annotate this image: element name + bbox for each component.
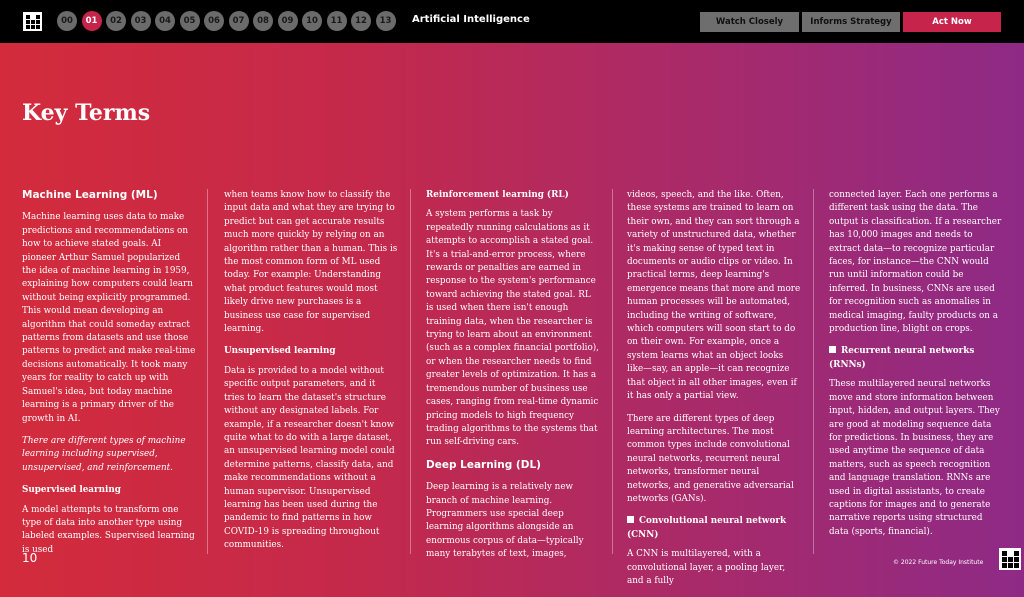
fti-footer-logo-icon <box>999 548 1021 570</box>
paragraph: Data is provided to a model without specific output parameters, and it tries to learn the dataset's structure without any designated labels. For example, if a researcher doesn't know quite what to do with a large dataset, an unsupervised learning model could determine patterns, classify data, and make recommendations without a human supervisor. Unsupervised learning has been used during the pandemic to find patterns in how COVID-19 is spreading throughout communities. <box>224 365 395 551</box>
heading-cnn-label: Convolutional neural network (CNN) <box>627 516 787 540</box>
square-bullet-icon <box>627 516 634 523</box>
heading-rnn-label: Recurrent neural networks (RNNs) <box>829 346 975 370</box>
chapter-button-07[interactable]: 07 <box>229 11 249 31</box>
tab-act-now[interactable]: Act Now <box>903 12 1001 32</box>
page-title: Key Terms <box>22 100 151 126</box>
column-4 <box>627 189 801 597</box>
heading-machine-learning: Machine Learning (ML) <box>22 189 158 201</box>
heading-rnn <box>829 345 1003 372</box>
chapter-button-03[interactable]: 03 <box>131 11 151 31</box>
fti-logo-icon[interactable] <box>23 12 42 31</box>
heading-unsupervised-learning: Unsupervised learning <box>224 346 336 357</box>
paragraph: These multilayered neural networks move and store information between input, hidden, and output layers. They are good at modeling sequence data for predictions. In business, they are used anytime the sequence of data matters, such as speech recognition and language translation. RNNs are used in digital assistants, to create captions for images and to generate narrative reports using structured data (sports, financial). <box>829 379 1000 537</box>
column-divider <box>612 189 613 554</box>
paragraph: A model attempts to transform one type of data into another type using labeled examples. Supervised learning is used <box>22 504 195 555</box>
chapter-navigation <box>57 11 396 31</box>
column-divider <box>410 189 411 554</box>
chapter-button-05[interactable]: 05 <box>180 11 200 31</box>
paragraph: videos, speech, and the like. Often, these systems are trained to learn on their own, and they can sort through a variety of unstructured data, whether it's making sense of typed text in documents or audio clips or video. In practical terms, deep learning's emergence means that more and more human processes will be automated, including the writing of software, which computers will soon start to do on their own. For example, once a system learns what an object looks like—say, an apple—it can recognize that object in all other images, even if it has only a partial view. <box>627 190 801 402</box>
square-bullet-icon <box>829 346 836 353</box>
column-2 <box>224 189 398 562</box>
section-title: Artificial Intelligence <box>412 14 530 25</box>
heading-deep-learning: Deep Learning (DL) <box>426 458 541 471</box>
paragraph: Machine learning uses data to make predictions and recommendations on how to achieve stated goals. AI pioneer Arthur Samuel popularized the idea of machine learning in 1959, explaining how computers could learn without being explicitly programmed. This would mean developing an algorithm that could someday extract patterns from datasets and use those patterns to predict and make real-time decisions automatically. It took many years for reality to catch up with Samuel's idea, but today machine learning is a primary driver of the growth in AI. <box>22 212 196 424</box>
chapter-button-04[interactable]: 04 <box>155 11 175 31</box>
chapter-button-02[interactable]: 02 <box>106 11 126 31</box>
heading-cnn <box>627 515 801 542</box>
heading-reinforcement-learning: Reinforcement learning (RL) <box>426 190 569 200</box>
chapter-button-13[interactable]: 13 <box>376 11 396 31</box>
paragraph: Deep learning is a relatively new branch of machine learning. Programmers use special deep learning algorithms alongside an enormous corpus of data—typically many terabytes of text, images, <box>426 482 584 560</box>
chapter-button-08[interactable]: 08 <box>253 11 273 31</box>
chapter-button-00[interactable]: 00 <box>57 11 77 31</box>
column-5 <box>829 189 1003 548</box>
paragraph: A CNN is multilayered, with a convolutional layer, a pooling layer, and a fully <box>627 549 786 586</box>
paragraph: A system performs a task by repeatedly running calculations as it attempts to accomplish a stated goal. It's a trial-and-error process, where rewards or penalties are earned in response to the system's performance toward achieving the stated goal. RL is used when there isn't enough training data, when the researcher is trying to learn about an environment (such as a complex financial portfolio), or when the researcher needs to find greater levels of optimization. It has a tremendous number of business use cases, ranging from real-time dynamic pricing models to high frequency trading algorithms to the systems that run self-driving cars. <box>426 209 599 448</box>
chapter-button-01[interactable]: 01 <box>82 11 102 31</box>
paragraph-italic: There are different types of machine learning including supervised, unsupervised, and reinforcement. <box>22 435 186 473</box>
paragraph: when teams know how to classify the input data and what they are trying to predict but can get accurate results much more quickly by relying on an algorithm rather than a human. This is the most common form of ML used today. For example: Understanding what product features would most likely drive new purchases is a business use case for supervised learning. <box>224 190 398 335</box>
copyright-notice: © 2022 Future Today Institute <box>893 559 984 566</box>
paragraph: connected layer. Each one performs a different task using the data. The output is classification. If a researcher has 10,000 images and needs to extract data—to recognize particular faces, for instance—the CNN would run until information could be inferred. In business, CNNs are used for recognition such as anomalies in medical imaging, faulty products on a production line, blight on crops. <box>829 190 1002 335</box>
paragraph: There are different types of deep learning architectures. The most common types include convolutional neural networks, recurrent neural networks, transformer neural networks, and generative adversarial networks (GANs). <box>627 413 794 504</box>
column-divider <box>813 189 814 554</box>
top-navigation-bar <box>0 0 1024 43</box>
chapter-button-10[interactable]: 10 <box>302 11 322 31</box>
chapter-button-11[interactable]: 11 <box>327 11 347 31</box>
page-number: 10 <box>22 551 38 565</box>
chapter-button-06[interactable]: 06 <box>204 11 224 31</box>
tab-watch-closely[interactable]: Watch Closely <box>700 12 799 32</box>
heading-supervised-learning: Supervised learning <box>22 485 121 496</box>
chapter-button-12[interactable]: 12 <box>351 11 371 31</box>
tab-informs-strategy[interactable]: Informs Strategy <box>802 12 900 32</box>
column-1 <box>22 189 196 566</box>
chapter-button-09[interactable]: 09 <box>278 11 298 31</box>
column-3 <box>426 189 600 571</box>
column-divider <box>207 189 208 554</box>
